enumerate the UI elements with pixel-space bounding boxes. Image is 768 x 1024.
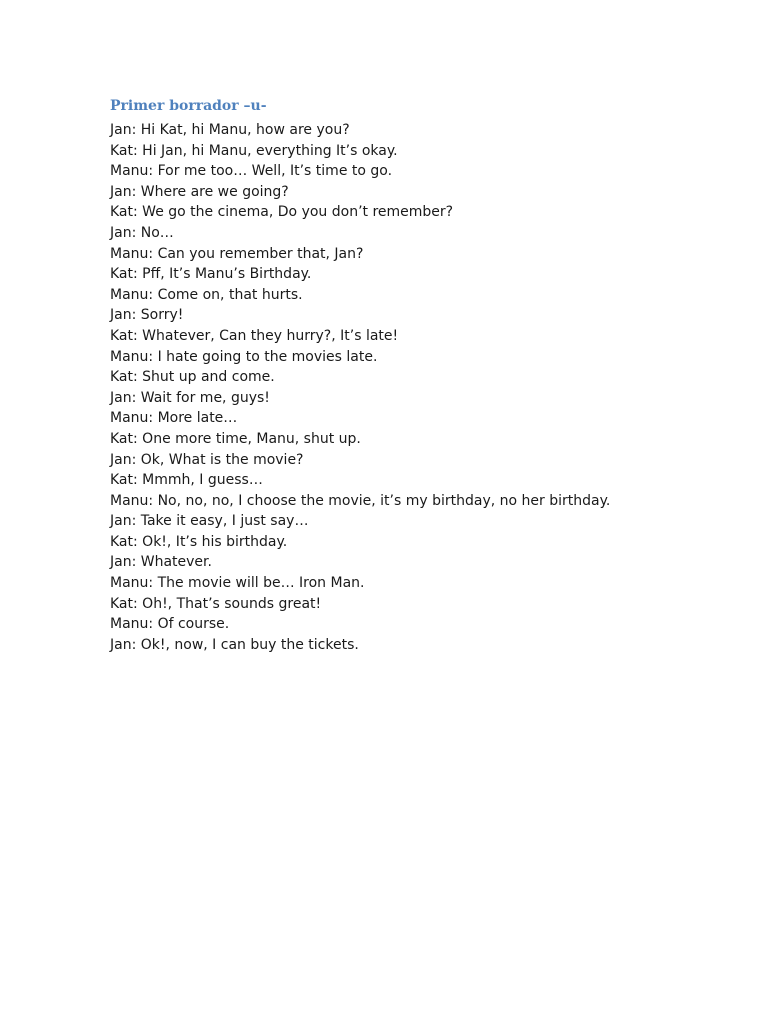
dialogue-line: Jan: Hi Kat, hi Manu, how are you? (110, 122, 350, 138)
dialogue-line: Kat: One more time, Manu, shut up. (110, 430, 361, 447)
dialogue-line: Jan: Take it easy, I just say… (110, 513, 309, 530)
dialogue-line: Jan: Ok, What is the movie? (110, 451, 304, 468)
dialogue-line: Jan: No… (110, 224, 174, 241)
dialogue-line: Jan: Ok!, now, I can buy the tickets. (110, 636, 359, 653)
dialogue-line: Kat: Oh!, That’s sounds great! (110, 595, 322, 612)
dialogue-line: Kat: Mmmh, I guess… (110, 472, 263, 489)
dialogue-line: Manu: Of course. (110, 616, 230, 633)
dialogue-line: Jan: Whatever. (110, 554, 212, 571)
dialogue-line: Manu: No, no, no, I choose the movie, it’s my birthday, no her birthday. (110, 492, 611, 509)
dialogue-line: Kat: Pff, It’s Manu’s Birthday. (110, 266, 312, 283)
dialogue-line: Manu: Can you remember that, Jan? (110, 245, 364, 262)
dialogue-line: Kat: Ok!, It’s his birthday. (110, 533, 288, 550)
dialogue-line: Jan: Where are we going? (110, 183, 289, 200)
dialogue-line: Manu: Come on, that hurts. (110, 286, 303, 303)
dialogue-line: Jan: Sorry! (110, 307, 184, 324)
dialogue-line: Kat: Hi Jan, hi Manu, everything It’s okay. (110, 142, 398, 159)
dialogue-line: Manu: I hate going to the movies late. (110, 348, 378, 365)
dialogue-line: Jan: Wait for me, guys! (110, 389, 270, 406)
dialogue-line: Kat: Whatever, Can they hurry?, It’s late! (110, 327, 399, 344)
dialogue-line: Manu: The movie will be… Iron Man. (110, 575, 365, 592)
document-title: Primer borrador –u- (110, 98, 267, 114)
dialogue-line: Kat: Shut up and come. (110, 369, 275, 386)
dialogue-line: Manu: More late… (110, 410, 238, 427)
dialogue-line: Kat: We go the cinema, Do you don’t remember? (110, 204, 454, 221)
dialogue-line: Manu: For me too… Well, It’s time to go. (110, 163, 393, 180)
dialogue-list (110, 120, 750, 655)
